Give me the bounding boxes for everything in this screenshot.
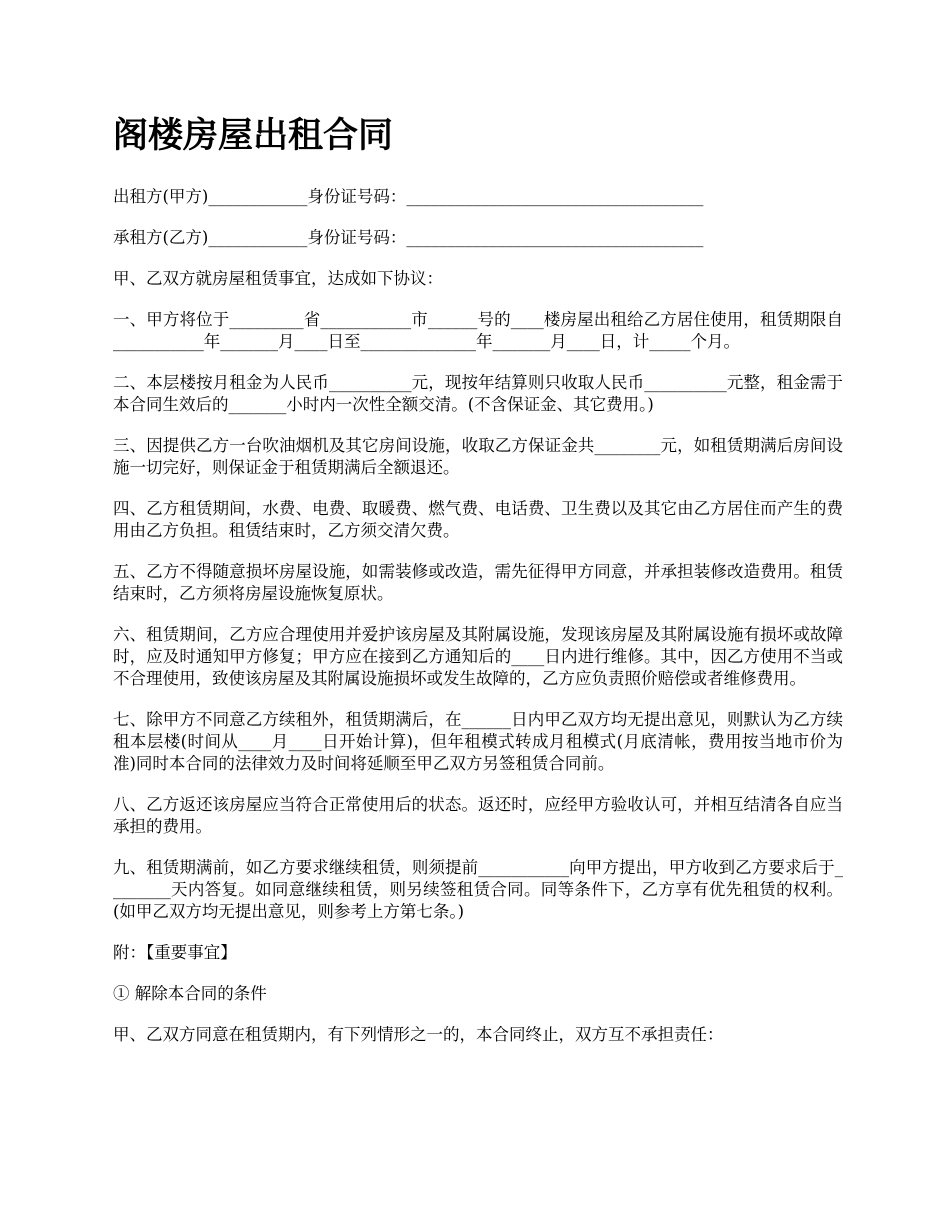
document-page	[113, 112, 843, 1065]
document-title: 阁楼房屋出租合同	[113, 115, 394, 156]
termination-conditions-heading: ① 解除本合同的条件	[113, 984, 267, 1003]
termination-intro: 甲、乙双方同意在租赁期内，有下列情形之一的，本合同终止，双方互不承担责任：	[113, 1025, 724, 1044]
clause-2: 二、本层楼按月租金为人民币__________元，现按年结算则只收取人民币__________元整，租金需于本合同生效后的_______小时内一次性全额交清。(不含保证金、其它费用。)	[113, 373, 843, 414]
clause-7: 七、除甲方不同意乙方续租外，租赁期满后，在______日内甲乙双方均无提出意见，则默认为乙方续租本层楼(时间从____月____日开始计算)，但年租模式转成月租模式(月底清帐，费用按当地市价为准)同时本合同的法律效力及时间将延顺至甲乙双方另签租赁合同前。	[113, 710, 843, 773]
clause-4: 四、乙方租赁期间，水费、电费、取暖费、燃气费、电话费、卫生费以及其它由乙方居住而产生的费用由乙方负担。租赁结束时，乙方须交清欠费。	[113, 499, 843, 540]
clause-3: 三、因提供乙方一台吹油烟机及其它房间设施，收取乙方保证金共________元，如租赁期满后房间设施一切完好，则保证金于租赁期满后全额退还。	[113, 436, 843, 477]
clause-9: 九、租赁期满前，如乙方要求继续租赁，则须提前___________向甲方提出，甲方收到乙方要求后于________天内答复。如同意继续租赁，则另续签租赁合同。同等条件下，乙方享有优先租赁的权利。(如甲乙双方均无提出意见，则参考上方第七条。)	[113, 858, 843, 921]
clause-1: 一、甲方将位于_________省___________市______号的____楼房屋出租给乙方居住使用，租赁期限自___________年_______月____日至______________年_______月____日，计_____个月。	[113, 310, 843, 351]
appendix-heading: 附：【重要事宜】	[113, 943, 237, 962]
clause-5: 五、乙方不得随意损坏房屋设施，如需装修或改造，需先征得甲方同意，并承担装修改造费用。租赁结束时，乙方须将房屋设施恢复原状。	[113, 562, 843, 603]
agreement-intro: 甲、乙双方就房屋租赁事宜，达成如下协议：	[113, 269, 443, 288]
lessee-line: 承租方(乙方)____________身份证号码：____________________________________	[113, 228, 704, 247]
lessor-line: 出租方(甲方)____________身份证号码：____________________________________	[113, 187, 704, 206]
clause-6: 六、租赁期间，乙方应合理使用并爱护该房屋及其附属设施，发现该房屋及其附属设施有损坏或故障时，应及时通知甲方修复；甲方应在接到乙方通知后的____日内进行维修。其中，因乙方使用不当或不合理使用，致使该房屋及其附属设施损坏或发生故障的，乙方应负责照价赔偿或者维修费用。	[113, 625, 843, 688]
clause-8: 八、乙方返还该房屋应当符合正常使用后的状态。返还时，应经甲方验收认可，并相互结清各自应当承担的费用。	[113, 795, 843, 836]
